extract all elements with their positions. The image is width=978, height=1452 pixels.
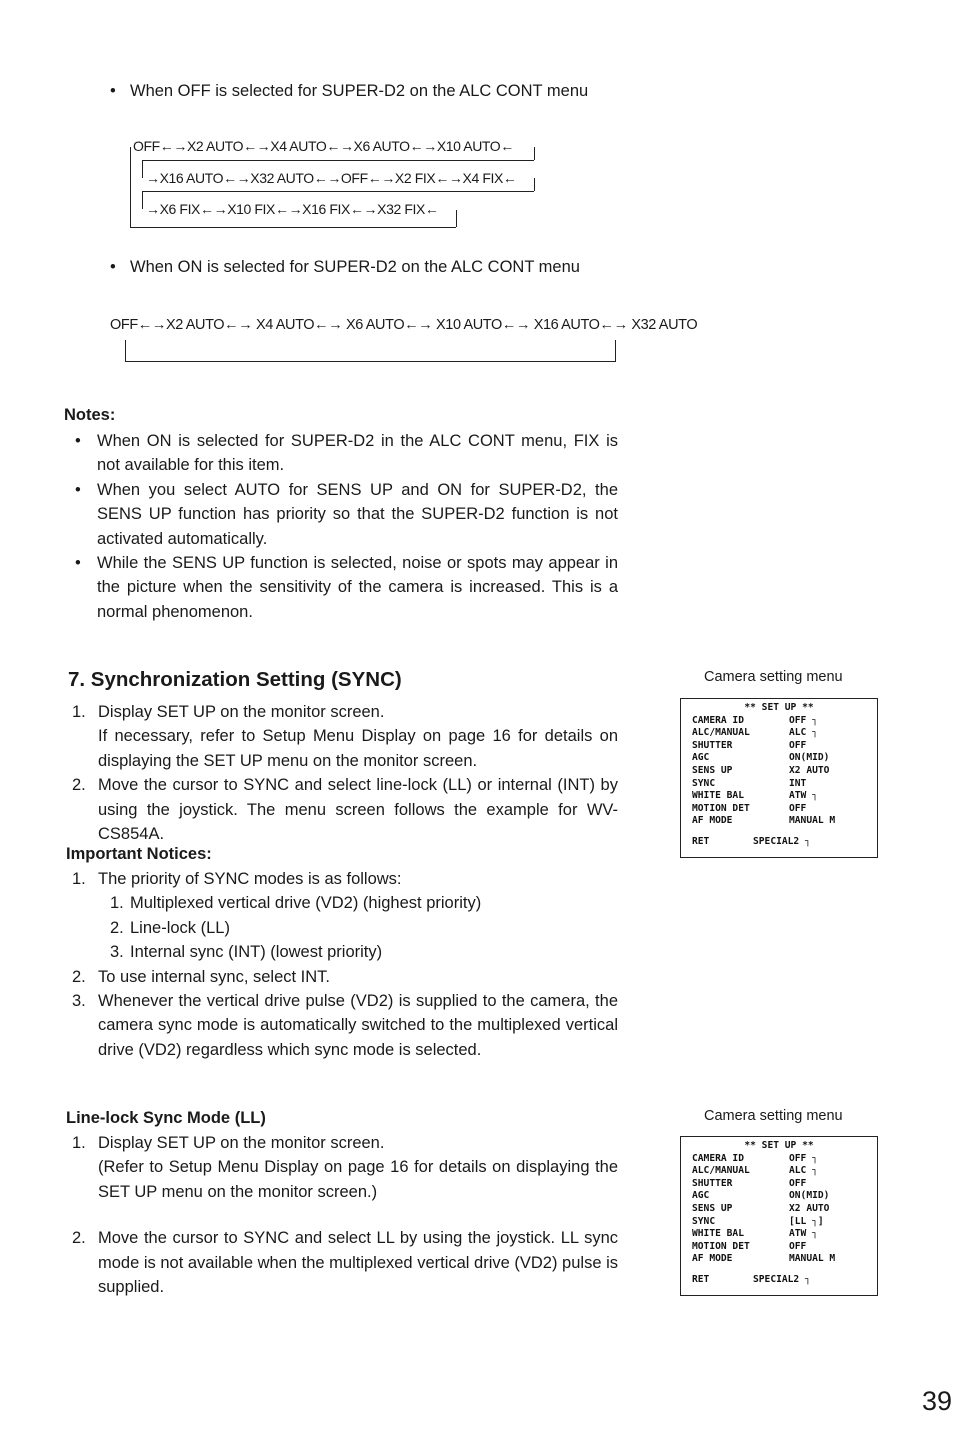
step-text: Move the cursor to SYNC and select LL by using the joystick. LL sync mode is not available when the multiplexed vertical drive (VD2) pulse is supplied.: [98, 1229, 618, 1297]
menu2-label: WHITE BAL: [692, 1228, 744, 1240]
menu1-header: ** SET UP **: [744, 702, 814, 713]
seq-off-right-1: [534, 147, 535, 160]
menu2-label: AF MODE: [692, 1253, 733, 1265]
seq-off-connector-1b: [142, 160, 143, 178]
priority-list: [104, 891, 618, 964]
menu1-value: OFF ┐: [789, 714, 818, 726]
menu1-caption: Camera setting menu: [704, 669, 843, 685]
menu2-value: OFF ┐: [789, 1152, 818, 1164]
priority-number: 3.: [110, 943, 124, 962]
section-title: 7. Synchronization Setting (SYNC): [68, 668, 402, 691]
menu2-row: [681, 1228, 877, 1241]
menu2-value: OFF: [789, 1177, 807, 1189]
menu1-label: SENS UP: [692, 764, 733, 776]
item-number: 1.: [72, 870, 86, 888]
seq-off-line-1: OFF←→X2 AUTO←→X4 AUTO←→X6 AUTO←→X10 AUTO←: [133, 138, 514, 154]
menu1-value: OFF: [789, 802, 807, 814]
menu1-value: ON(MID): [789, 752, 830, 764]
menu2-value: OFF: [789, 1240, 807, 1252]
priority-item: [104, 916, 618, 940]
step-text: Move the cursor to SYNC and select line-lock (LL) or internal (INT) by using the joystick. The menu screen follows the example for WV-CS854A.: [98, 776, 618, 844]
important-title: Important Notices:: [66, 845, 212, 863]
priority-number: 1.: [110, 894, 124, 913]
menu1-footer: [681, 836, 877, 849]
note-item: • When ON is selected for SUPER-D2 in the ALC CONT menu, FIX is not available for this item.: [63, 429, 618, 478]
menu1-row: [681, 727, 877, 740]
menu2-row: [681, 1153, 877, 1166]
sync-step: [66, 700, 618, 773]
step-text: Display SET UP on the monitor screen.: [98, 703, 385, 721]
menu1-row: [681, 752, 877, 765]
seq-off-bottom-line: [130, 227, 456, 228]
menu1-label: AF MODE: [692, 815, 733, 827]
seq-off-left-line: [130, 147, 131, 227]
menu1-value: ALC ┐: [789, 727, 818, 739]
menu2-row: [681, 1165, 877, 1178]
bullet-on-text: • When ON is selected for SUPER-D2 on the ALC CONT menu: [130, 258, 580, 277]
important-item: [66, 867, 618, 965]
priority-number: 2.: [110, 918, 124, 937]
menu1-label: WHITE BAL: [692, 790, 744, 802]
step-number: 2.: [72, 776, 86, 795]
menu1-row: [681, 790, 877, 803]
menu1-value: X2 AUTO: [789, 764, 830, 776]
menu1-value: OFF: [789, 739, 807, 751]
seq-on-line: OFF←→X2 AUTO←→ X4 AUTO←→ X6 AUTO←→ X10 AUTO←→ X16 AUTO←→ X32 AUTO: [110, 317, 698, 333]
bullet-off-text: • When OFF is selected for SUPER-D2 on the ALC CONT menu: [130, 82, 588, 101]
item-text: The priority of SYNC modes is as follows:: [98, 870, 402, 888]
menu1-label: SYNC: [692, 777, 716, 789]
priority-text: Internal sync (INT) (lowest priority): [130, 943, 383, 962]
seq-off-connector-2b: [142, 191, 143, 209]
camera-setting-menu-2: [680, 1136, 878, 1296]
menu2-caption: Camera setting menu: [704, 1108, 843, 1124]
notes-list: [63, 429, 618, 624]
important-item: [66, 989, 618, 1062]
step-extra: If necessary, refer to Setup Menu Display on page 16 for details on displaying the SET UP menu on the monitor screen.: [98, 727, 618, 770]
linelock-step: [66, 1226, 618, 1299]
menu2-label: AGC: [692, 1190, 710, 1202]
priority-text: Multiplexed vertical drive (VD2) (highest priority): [130, 894, 482, 913]
menu2-ret: RET: [692, 1273, 710, 1285]
important-list: [66, 867, 618, 1062]
menu2-value: ATW ┐: [789, 1228, 818, 1240]
menu1-row: [681, 740, 877, 753]
menu2-value: [LL ┐]: [789, 1215, 824, 1227]
menu2-label: CAMERA ID: [692, 1152, 744, 1164]
item-number: 2.: [72, 967, 86, 986]
seq-off-connector-2: [142, 191, 534, 192]
linelock-step: [66, 1131, 618, 1204]
menu2-label: SHUTTER: [692, 1177, 733, 1189]
seq-off-line-3: →X6 FIX←→X10 FIX←→X16 FIX←→X32 FIX←: [146, 201, 439, 217]
menu2-label: MOTION DET: [692, 1240, 750, 1252]
menu2-label: SYNC: [692, 1215, 716, 1227]
important-item: [66, 965, 618, 989]
menu2-value: ALC ┐: [789, 1165, 818, 1177]
menu1-label: CAMERA ID: [692, 714, 744, 726]
linelock-steps: [66, 1131, 618, 1299]
seq-off-right-2: [534, 178, 535, 191]
note-item: • While the SENS UP function is selected, noise or spots may appear in the picture when the sensitivity of the camera is increased. This is a normal phenomenon.: [63, 551, 618, 624]
item-text: To use internal sync, select INT.: [98, 967, 331, 986]
menu1-row: [681, 778, 877, 791]
step-extra: (Refer to Setup Menu Display on page 16 for details on displaying the SET UP menu on the monitor screen.): [98, 1158, 618, 1201]
notes-title: Notes:: [64, 406, 116, 424]
step-number: 2.: [72, 1229, 86, 1248]
item-number: 3.: [72, 992, 86, 1011]
menu1-row: [681, 765, 877, 778]
menu1-label: MOTION DET: [692, 802, 750, 814]
menu1-row: [681, 803, 877, 816]
menu2-value: X2 AUTO: [789, 1202, 830, 1214]
page-number: 39: [922, 1386, 953, 1416]
menu2-row: [681, 1203, 877, 1216]
step-text: Display SET UP on the monitor screen.: [98, 1134, 385, 1152]
menu1-ret: RET: [692, 835, 710, 847]
step-number: 1.: [72, 1134, 86, 1152]
menu2-footer: [681, 1274, 877, 1287]
menu2-value: ON(MID): [789, 1190, 830, 1202]
menu1-value: MANUAL M: [789, 815, 836, 827]
menu1-row: [681, 815, 877, 828]
menu2-row: [681, 1178, 877, 1191]
priority-item: [104, 940, 618, 964]
seq-on-loop: [125, 340, 616, 362]
priority-item: [104, 891, 618, 915]
menu2-row: [681, 1216, 877, 1229]
camera-setting-menu-1: [680, 698, 878, 858]
menu1-special: SPECIAL2 ┐: [753, 835, 811, 847]
sync-steps: [66, 700, 618, 846]
menu2-label: ALC/MANUAL: [692, 1165, 750, 1177]
menu1-value: ATW ┐: [789, 790, 818, 802]
seq-off-line-2: →X16 AUTO←→X32 AUTO←→OFF←→X2 FIX←→X4 FIX←: [146, 170, 517, 186]
priority-text: Line-lock (LL): [130, 918, 230, 937]
menu2-header: ** SET UP **: [744, 1140, 814, 1151]
linelock-title: Line-lock Sync Mode (LL): [66, 1109, 266, 1127]
menu1-row: [681, 715, 877, 728]
sync-step: [66, 773, 618, 846]
note-item: • When you select AUTO for SENS UP and ON for SUPER-D2, the SENS UP function has priority so that the SUPER-D2 function is not activated automatically.: [63, 478, 618, 551]
item-text: Whenever the vertical drive pulse (VD2) is supplied to the camera, the camera sync mode is automatically switched to the multiplexed vertical drive (VD2) regardless which sync mode is selected.: [98, 992, 618, 1059]
menu2-value: MANUAL M: [789, 1253, 836, 1265]
menu1-label: SHUTTER: [692, 739, 733, 751]
menu2-label: SENS UP: [692, 1202, 733, 1214]
menu2-row: [681, 1253, 877, 1266]
menu2-special: SPECIAL2 ┐: [753, 1273, 811, 1285]
seq-off-right-3: [456, 210, 457, 227]
seq-off-connector-1: [142, 160, 534, 161]
menu1-value: INT: [789, 777, 807, 789]
menu1-label: ALC/MANUAL: [692, 727, 750, 739]
menu2-row: [681, 1190, 877, 1203]
menu2-row: [681, 1241, 877, 1254]
step-number: 1.: [72, 703, 86, 721]
menu1-label: AGC: [692, 752, 710, 764]
